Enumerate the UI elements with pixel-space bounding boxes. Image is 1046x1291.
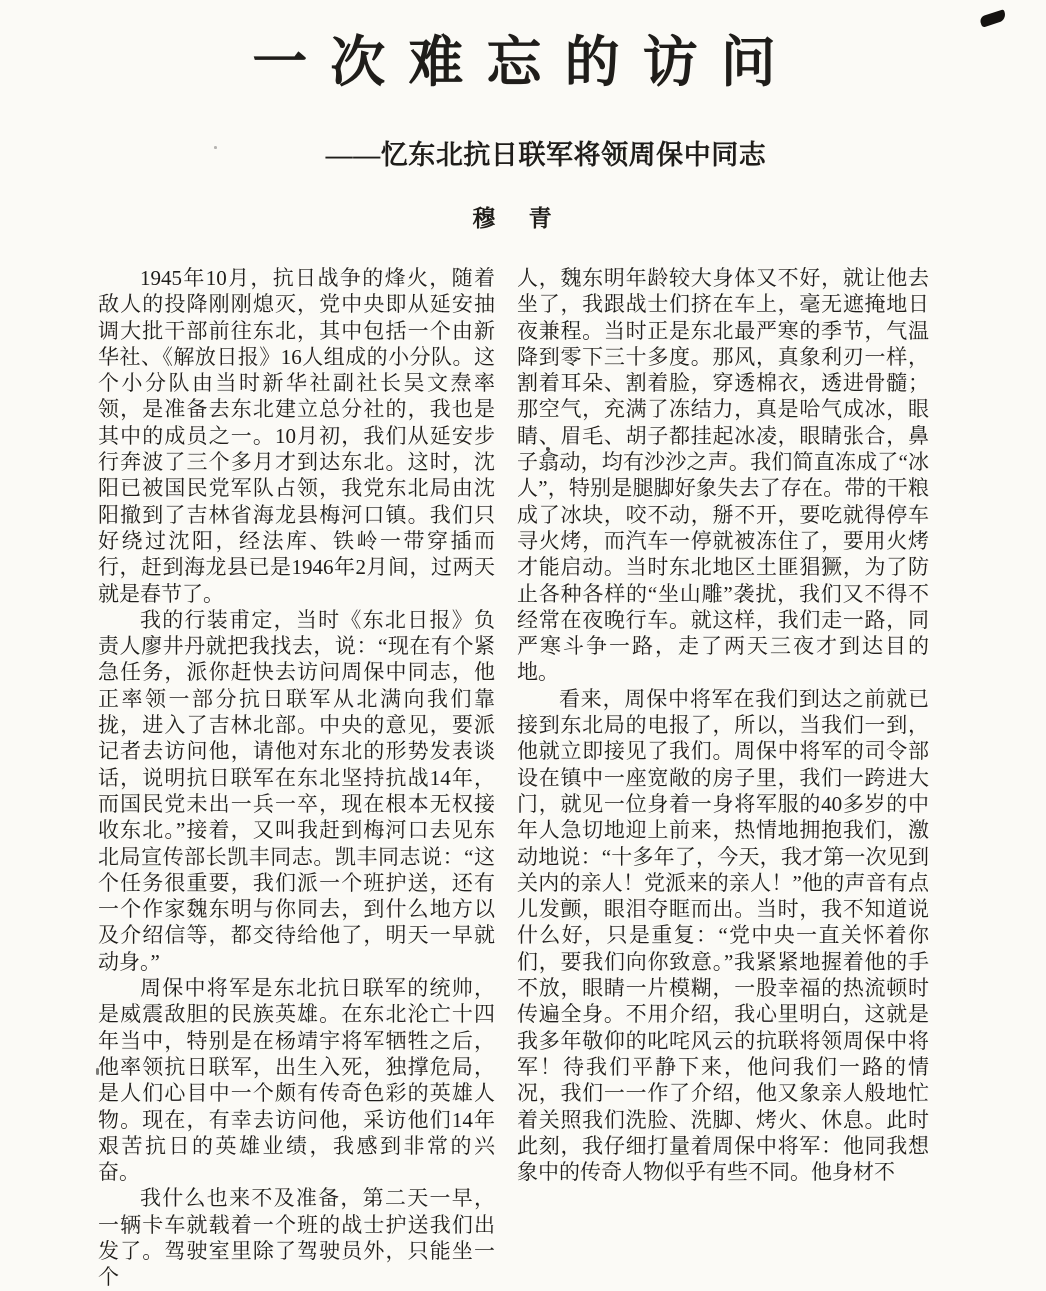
column-right [517,265,929,1185]
article-title: 一次难忘的访问 [252,30,799,94]
article-author: 穆 青 [472,205,565,232]
article-body [98,265,929,1290]
paragraph: 人，魏东明年龄较大身体又不好，就让他去坐了，我跟战士们挤在车上，毫无遮掩地日夜兼程。当时正是东北最严寒的季节，气温降到零下三十多度。那风，真象利刃一样，割着耳朵、割着脸，穿透棉衣，透进骨髓；那空气，充满了冻结力，真是哈气成冰，眼睛、眉毛、胡子都挂起冰凌，眼睛张合，鼻子翕动，均有沙沙之声。我们简直冻成了“冰人”，特别是腿脚好象失去了存在。带的干粮成了冰块，咬不动，掰不开，要吃就得停车寻火烤，而汽车一停就被冻住了，要用火烤才能启动。当时东北地区土匪猖獗，为了防止各种各样的“坐山雕”袭扰，我们又不得不经常在夜晚行车。就这样，我们走一路，同严寒斗争一路，走了两天三夜才到达目的地。 [517,266,929,685]
paragraph: 看来，周保中将军在我们到达之前就已接到东北局的电报了，所以，当我们一到，他就立即接见了我们。周保中将军的司令部设在镇中一座宽敞的房子里，我们一跨进大门，就见一位身着一身将军服的40多岁的中年人急切地迎上前来，热情地拥抱我们，激动地说：“十多年了，今天，我才第一次见到关内的亲人！党派来的亲人！”他的声音有点儿发颤，眼泪夺眶而出。当时，我不知道说什么好，只是重复：“党中央一直关怀着你们，要我们向你致意。”我紧紧地握着他的手不放，眼睛一片模糊，一股幸福的热流顿时传遍全身。不用介绍，我心里明白，这就是我多年敬仰的叱咤风云的抗联将领周保中将军！待我们平静下来，他问我们一路的情况，我们一一作了介绍，他又象亲人般地忙着关照我们洗脸、洗脚、烤火、休息。此时此刻，我仔细打量着周保中将军：他同我想象中的传奇人物似乎有些不同。他身材不 [517,686,929,1185]
column-left [98,265,495,1290]
paragraph: 1945年10月，抗日战争的烽火，随着敌人的投降刚刚熄灭，党中央即从延安抽调大批干部前往东北，其中包括一个由新华社、《解放日报》16人组成的小分队。这个小分队由当时新华社副社长吴文焘率领，是准备去东北建立总分社的，我也是其中的成员之一。10月初，我们从延安步行奔波了三个多月才到达东北。这时，沈阳已被国民党军队占领，我党东北局由沈阳撤到了吉林省海龙县梅河口镇。我们只好绕过沈阳，经法库、铁岭一带穿插而行，赶到海龙县已是1946年2月间，过两天就是春节了。 [98,266,495,606]
article-subtitle: ——忆东北抗日联军将领周保中同志 [325,139,767,170]
paragraph: 我什么也来不及准备，第二天一早，一辆卡车就载着一个班的战士护送我们出发了。驾驶室里除了驾驶员外，只能坐一个 [98,1186,495,1290]
paragraph: 周保中将军是东北抗日联军的统帅，是威震敌胆的民族英雄。在东北沦亡十四年当中，特别是在杨靖宇将军牺牲之后，他率领抗日联军，出生入死，独撑危局，是人们心目中一个颇有传奇色彩的英雄人物。现在，有幸去访问他，采访他们14年艰苦抗日的英雄业绩，我感到非常的兴奋。 [98,976,495,1185]
scan-artifact-top-right [979,9,1007,27]
paragraph: 我的行装甫定，当时《东北日报》负责人廖井丹就把我找去，说：“现在有个紧急任务，派你赶快去访问周保中同志，他正率领一部分抗日联军从北满向我们靠拢，进入了吉林北部。中央的意见，要派记者去访问他，请他对东北的形势发表谈话，说明抗日联军在东北坚持抗战14年，而国民党未出一兵一卒，现在根本无权接收东北。”接着，又叫我赶到梅河口去见东北局宣传部长凯丰同志。凯丰同志说：“这个任务很重要，我们派一个班护送，还有一个作家魏东明与你同去，到什么地方以及介绍信等，都交待给他了，明天一早就动身。” [98,607,495,974]
